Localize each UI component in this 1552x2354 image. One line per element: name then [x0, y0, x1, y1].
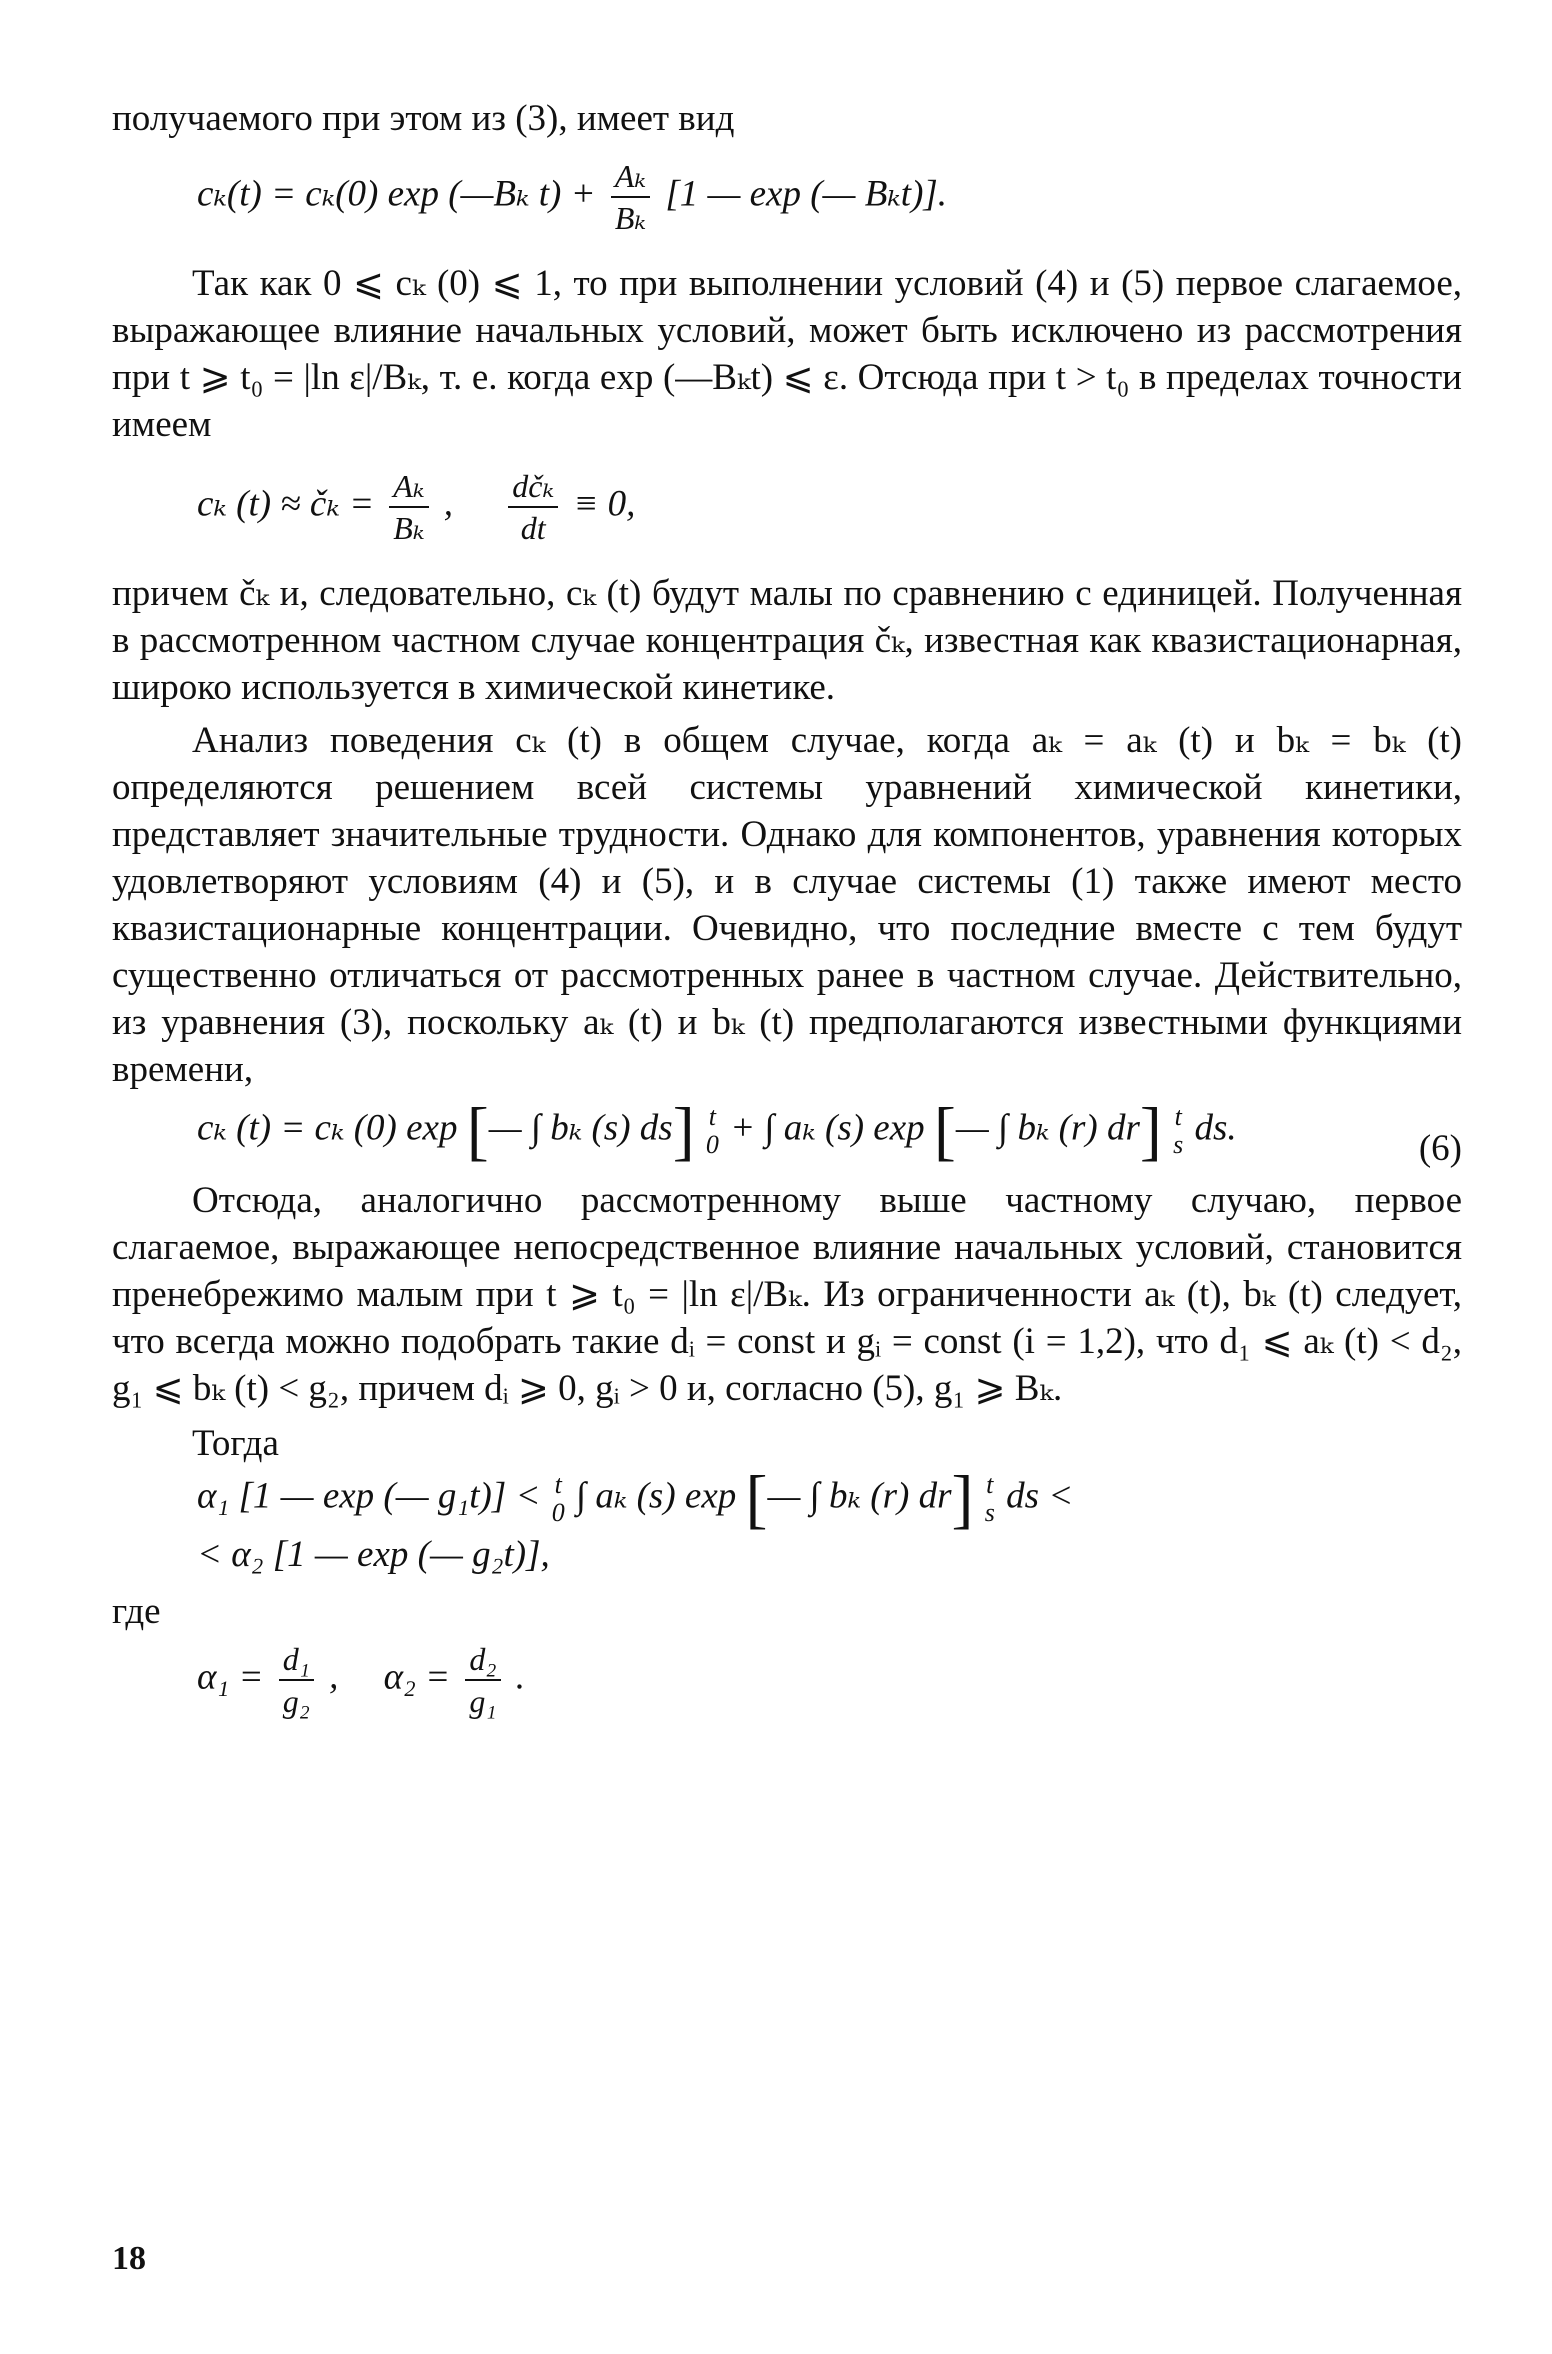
eq6-part-d: — ∫ bₖ (r) dr	[955, 1107, 1140, 1149]
eq6-part-e: ds.	[1194, 1107, 1237, 1149]
equation-6	[112, 1094, 1462, 1169]
ineq-bracket-open: [	[745, 1462, 768, 1536]
eq6-lower-1: 0	[705, 1130, 719, 1159]
eq6-upper-2: t	[1174, 1102, 1182, 1131]
alpha-definitions	[112, 1639, 1462, 1721]
ineq-part-b: ∫ aₖ (s) exp	[575, 1475, 737, 1517]
alpha2-num: d₂	[465, 1639, 500, 1681]
eq2-right: ≡ 0,	[573, 483, 636, 525]
ineq-part-c: — ∫ bₖ (r) dr	[767, 1475, 952, 1517]
eq2-mid: ,	[443, 483, 454, 525]
eq2-dden: dt	[520, 510, 546, 546]
eq6-upper-1: t	[708, 1102, 717, 1131]
paragraph-4: Отсюда, аналогично рассмотренному выше частному случаю, первое слагаемое, выражающее непосредственное влияние начальных условий, становится пренебрежимо малым при t ⩾ t₀ = |ln ε|/Bₖ. Из ограниченности aₖ (t), bₖ (t) следует, что всегда можно подобрать такие dᵢ = const и gᵢ = const (i = 1,2), что d₁ ⩽ aₖ (t) < d₂, g₁ ⩽ bₖ (t) < g₂, причем dᵢ ⩾ 0, gᵢ > 0 и, согласно (5), g₁ ⩾ Bₖ.	[112, 1180, 1462, 1409]
eq1-fraction	[611, 156, 650, 238]
ineq-bracket-close: ]	[951, 1462, 974, 1536]
eq6-part-c: + ∫ aₖ (s) exp	[730, 1107, 925, 1149]
ineq-lower-2: s	[984, 1498, 995, 1527]
paragraph-3: Анализ поведения cₖ (t) в общем случае, когда aₖ = aₖ (t) и bₖ = bₖ (t) определяются решением всей системы уравнений химической кинетики, представляет значительные трудности. Однако для компонентов, уравнения которых удовлетворяют условиям (4) и (5), и в случае системы (1) также имеют место квазистационарные концентрации. Очевидно, что последние вместе с тем будут существенно отличаться от рассмотренных ранее в частном случае. Действительно, из уравнения (3), поскольку aₖ (t) и bₖ (t) предполагаются известными функциями времени,	[112, 720, 1462, 1090]
equation-1	[112, 156, 1462, 238]
ineq-limits-1	[552, 1471, 565, 1527]
eq6-number: (6)	[1418, 1128, 1462, 1169]
inequality-continued: < α₂ [1 — exp (— g₂t)],	[197, 1534, 550, 1575]
eq6-bracket-close-2: ]	[1139, 1094, 1162, 1168]
alpha1-den: g₂	[282, 1683, 310, 1719]
eq2-left: cₖ (t) ≈ čₖ =	[197, 483, 375, 525]
eq6-lower-2: s	[1173, 1130, 1184, 1159]
ineq-part-d: ds <	[1006, 1475, 1074, 1517]
ineq-upper-2: t	[986, 1470, 994, 1499]
alpha2-label: α₂ =	[383, 1656, 451, 1698]
eq6-part-a: cₖ (t) = cₖ (0) exp	[197, 1107, 458, 1149]
eq2-num: Aₖ	[389, 466, 428, 508]
eq1-left: cₖ(t) = cₖ(0) exp (—Bₖ t) +	[197, 173, 596, 215]
eq6-limits-2	[1173, 1103, 1183, 1159]
inequality	[112, 1462, 1462, 1536]
eq6-part-b: — ∫ bₖ (s) ds	[488, 1107, 673, 1149]
alpha2-den: g₁	[469, 1683, 497, 1719]
text-togda: Тогда	[192, 1423, 279, 1464]
eq2-fraction	[389, 466, 428, 548]
eq1-right: [1 — exp (— Bₖt)].	[665, 173, 948, 215]
alpha1-num: d₁	[279, 1639, 314, 1681]
page-number: 18	[112, 2240, 146, 2277]
alpha1-label: α₁ =	[197, 1656, 264, 1698]
eq2-dnum: dčₖ	[508, 466, 558, 508]
eq2-derivative	[508, 466, 558, 548]
eq6-bracket-close-1: ]	[672, 1094, 695, 1168]
alpha1-fraction	[279, 1639, 314, 1721]
ineq-upper-1: t	[554, 1470, 562, 1499]
eq2-den: Bₖ	[393, 510, 425, 546]
eq6-limits-1	[706, 1103, 719, 1159]
eq6-bracket-open-2: [	[933, 1094, 956, 1168]
text-gde: где	[112, 1591, 161, 1632]
eq1-den: Bₖ	[614, 200, 647, 236]
page-body	[112, 95, 1462, 1721]
ineq-limits-2	[985, 1471, 995, 1527]
equation-2	[112, 466, 1462, 548]
paragraph-1: Так как 0 ⩽ cₖ (0) ⩽ 1, то при выполнении условий (4) и (5) первое слагаемое, выражающее влияние начальных условий, может быть исключено из рассмотрения при t ⩾ t₀ = |ln ε|/Bₖ, т. е. когда exp (—Bₖt) ⩽ ε. Отсюда при t > t₀ в пределах точности имеем	[112, 263, 1462, 445]
alpha-separator: ,	[329, 1656, 339, 1698]
eq6-bracket-open-1: [	[466, 1094, 489, 1168]
eq1-num: Aₖ	[611, 156, 650, 198]
ineq-lower-1: 0	[551, 1498, 565, 1527]
alpha-end: .	[515, 1656, 526, 1698]
ineq-part-a: α₁ [1 — exp (— g₁t)] <	[197, 1475, 541, 1517]
paragraph-2: причем čₖ и, следовательно, cₖ (t) будут малы по сравнению с единицей. Полученная в рассмотренном частном случае концентрация čₖ, известная как квазистационарная, широко используется в химической кинетике.	[112, 573, 1462, 708]
alpha2-fraction	[465, 1639, 500, 1721]
text-line-0: получаемого при этом из (3), имеет вид	[112, 98, 735, 139]
